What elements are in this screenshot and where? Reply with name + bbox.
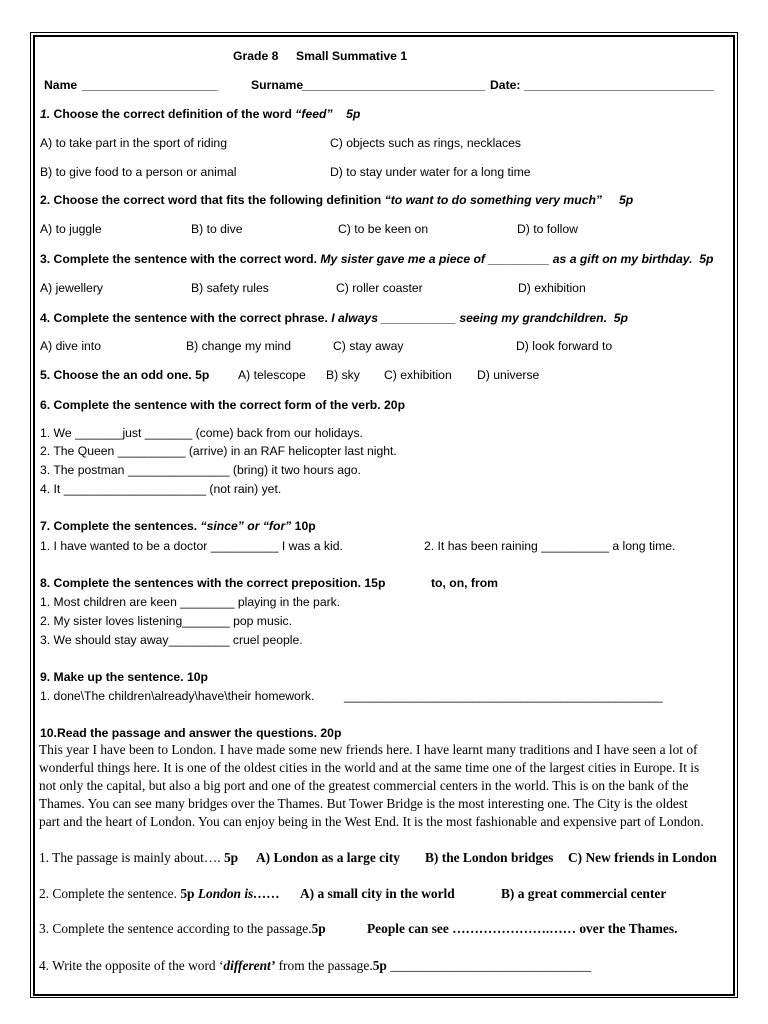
q10-sub2-option-b[interactable]: B) a great commercial center: [501, 886, 667, 901]
q1-option-d[interactable]: D) to stay under water for a long time: [330, 165, 531, 179]
q10-sub4-points: 5p: [372, 958, 387, 973]
grade-label: Grade 8: [233, 49, 279, 63]
passage-line: wonderful things here. It is one of the oldest cities in the world and at the same time one of the largest cities in Europe. It is: [39, 760, 700, 775]
q1-number: 1.: [40, 107, 51, 121]
q2-option-b[interactable]: B) to dive: [191, 222, 243, 236]
q5-question: 5. Choose the an odd one. 5p: [40, 368, 210, 382]
q7-points: 10p: [294, 519, 316, 533]
passage-line: part and the heart of London. You can enjoy being in the West End. It is the most fashionable and expensive part of London.: [39, 814, 704, 829]
q9-question: 9. Make up the sentence. 10p: [40, 670, 208, 684]
q1-question: [40, 107, 360, 121]
q10-sub3: [39, 920, 326, 938]
q3-option-b[interactable]: B) safety rules: [191, 281, 269, 295]
q10-question: 10.Read the passage and answer the questions. 20p: [40, 726, 342, 740]
surname-label: Surname: [251, 78, 304, 92]
date-field[interactable]: ____________________________: [524, 78, 714, 92]
q2-question: [40, 193, 633, 207]
q10-sub2-option-a[interactable]: A) a small city in the world: [300, 886, 455, 901]
q5-option-b[interactable]: B) sky: [326, 368, 360, 382]
passage-line: not only the capital, but also a big port and one of the greatest commercial centers in the world. This is on the bank of the: [39, 778, 689, 793]
q1-option-c[interactable]: C) objects such as rings, necklaces: [330, 136, 522, 150]
q3-points: 5p: [699, 252, 714, 266]
q1-option-b[interactable]: B) to give food to a person or animal: [40, 165, 237, 179]
q3-sentence: My sister gave me a piece of _________ as a gift on my birthday.: [320, 252, 693, 266]
q3-option-c[interactable]: C) roller coaster: [336, 281, 423, 295]
q10-sub2: [39, 885, 280, 903]
q7-item-1[interactable]: 1. I have wanted to be a doctor __________ I was a kid.: [40, 539, 343, 553]
q10-sub4-word: different’: [223, 958, 276, 973]
q5-option-c[interactable]: C) exhibition: [384, 368, 452, 382]
passage-line: Thames. You can see many bridges over the Thames. But Tower Bridge is the most interesting one. The City is the oldest: [39, 796, 688, 811]
test-title: Small Summative 1: [296, 49, 408, 63]
q9-answer-field[interactable]: _______________________________________________: [344, 689, 663, 703]
name-label: Name: [44, 78, 78, 92]
q4-option-b[interactable]: B) change my mind: [186, 339, 291, 353]
q10-sub3-prompt[interactable]: People can see ………………….…… over the Thames.: [367, 921, 678, 936]
q3-option-d[interactable]: D) exhibition: [518, 281, 586, 295]
q5-option-a[interactable]: A) telescope: [238, 368, 306, 382]
q6-item-1[interactable]: 1. We _______just _______ (come) back from our holidays.: [40, 426, 363, 440]
q7-item-2[interactable]: 2. It has been raining __________ a long time.: [424, 539, 676, 553]
q8-item-2[interactable]: 2. My sister loves listening_______ pop music.: [40, 614, 293, 628]
q2-option-d[interactable]: D) to follow: [517, 222, 578, 236]
q4-question: [40, 311, 628, 325]
q10-sub1-option-c[interactable]: C) New friends in London: [568, 850, 717, 865]
q8-item-3[interactable]: 3. We should stay away_________ cruel people.: [40, 633, 303, 647]
q10-sub4-answer-field[interactable]: ______________________________: [390, 958, 592, 973]
q2-option-c[interactable]: C) to be keen on: [338, 222, 429, 236]
q2-text: 2. Choose the correct word that fits the following definition: [40, 193, 385, 207]
q6-item-2[interactable]: 2. The Queen __________ (arrive) in an RAF helicopter last night.: [40, 444, 397, 458]
q10-sub1-points: 5p: [223, 850, 239, 865]
q2-points: 5p: [618, 193, 634, 207]
q3-option-a[interactable]: A) jewellery: [40, 281, 103, 295]
q7-question: [40, 519, 316, 533]
q6-item-4[interactable]: 4. It _____________________ (not rain) yet.: [40, 482, 282, 496]
q10-sub2-prompt: London is……: [197, 886, 281, 901]
q7-text: 7. Complete the sentences.: [40, 519, 201, 533]
q10-sub2-text: 2. Complete the sentence.: [39, 886, 181, 901]
q1-points: 5p: [346, 107, 361, 121]
q4-text: 4. Complete the sentence with the correct phrase.: [40, 311, 332, 325]
q2-option-a[interactable]: A) to juggle: [40, 222, 102, 236]
q2-definition: “to want to do something very much”: [384, 193, 603, 207]
q8-choices: to, on, from: [431, 576, 499, 590]
q5-option-d[interactable]: D) universe: [477, 368, 540, 382]
q4-option-d[interactable]: D) look forward to: [516, 339, 613, 353]
q10-sub1-option-a[interactable]: A) London as a large city: [256, 850, 400, 865]
q3-question: [40, 252, 714, 266]
q6-item-3[interactable]: 3. The postman _______________ (bring) it two hours ago.: [40, 463, 361, 477]
q10-sub1: [39, 849, 238, 867]
q4-option-c[interactable]: C) stay away: [333, 339, 404, 353]
q9-item: 1. done\The children\already\have\their homework.: [40, 689, 315, 703]
q10-sub3-text: 3. Complete the sentence according to the passage.: [39, 921, 312, 936]
q8-item-1[interactable]: 1. Most children are keen ________ playing in the park.: [40, 595, 341, 609]
date-label: Date:: [490, 78, 521, 92]
q4-points: 5p: [613, 311, 628, 325]
q4-option-a[interactable]: A) dive into: [40, 339, 101, 353]
q1-option-a[interactable]: A) to take part in the sport of riding: [40, 136, 227, 150]
passage-line: This year I have been to London. I have made some new friends here. I have learnt many traditions and I have seen a lot of: [39, 742, 698, 757]
q1-word: “feed”: [295, 107, 333, 121]
q8-question: 8. Complete the sentences with the correct preposition. 15p: [40, 576, 386, 590]
q3-text: 3. Complete the sentence with the correct word.: [40, 252, 321, 266]
q10-sub3-points: 5p: [311, 921, 326, 936]
q10-sub4-text-end: from the passage.: [275, 958, 373, 973]
name-field[interactable]: ____________________: [82, 78, 218, 92]
q10-sub4-text: 4. Write the opposite of the word ‘: [39, 958, 224, 973]
surname-field[interactable]: ___________________________: [302, 78, 486, 92]
q1-text: Choose the correct definition of the word: [50, 107, 296, 121]
q10-passage: [39, 741, 733, 831]
q10-sub2-points: 5p: [180, 886, 195, 901]
q4-sentence: I always ___________ seeing my grandchildren.: [331, 311, 607, 325]
q10-sub4: [39, 957, 591, 975]
q7-choices: “since” or “for”: [200, 519, 292, 533]
q10-sub1-text: 1. The passage is mainly about….: [39, 850, 224, 865]
q10-sub1-option-b[interactable]: B) the London bridges: [425, 850, 554, 865]
q6-question: 6. Complete the sentence with the correct form of the verb. 20p: [40, 398, 406, 412]
